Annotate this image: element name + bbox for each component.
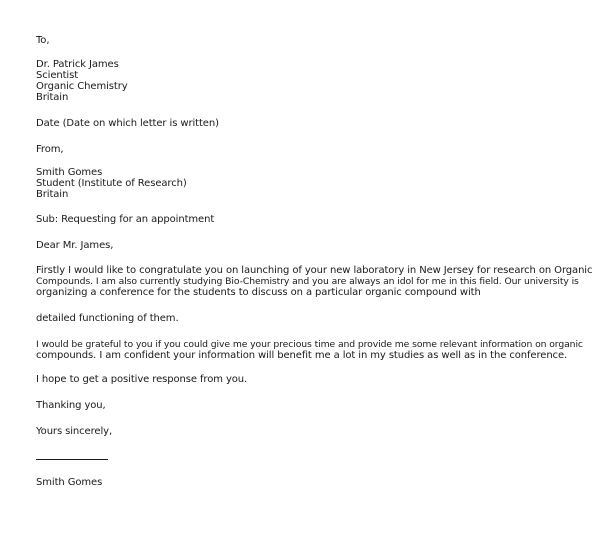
greeting: Dear Mr. James,: [36, 240, 114, 251]
thanks-line: Thanking you,: [36, 400, 106, 411]
recipient-department: Organic Chemistry: [36, 81, 128, 92]
to-label: To,: [36, 35, 50, 46]
recipient-title: Scientist: [36, 70, 79, 81]
recipient-location: Britain: [36, 92, 69, 103]
body-paragraph-1-line-2: Compounds. I am also currently studying Bio-Chemistry and you are always an idol for me in this field. Our university is: [36, 276, 579, 287]
signature-name: Smith Gomes: [36, 477, 103, 488]
body-paragraph-3-line-1: I would be grateful to you if you could give me your precious time and provide me some relevant information on organic: [36, 339, 583, 350]
from-label: From,: [36, 144, 64, 155]
signature-line: [36, 459, 108, 460]
body-paragraph-1-line-3: organizing a conference for the students to discuss on a particular organic compound with: [36, 287, 481, 298]
body-paragraph-1-line-1: Firstly I would like to congratulate you on launching of your new laboratory in New Jersey for research on Organic: [36, 265, 593, 276]
body-paragraph-2: detailed functioning of them.: [36, 313, 179, 324]
recipient-name: Dr. Patrick James: [36, 59, 119, 70]
closing-line: Yours sincerely,: [36, 426, 113, 437]
date-line: Date (Date on which letter is written): [36, 118, 219, 129]
sender-location: Britain: [36, 189, 69, 200]
subject-line: Sub: Requesting for an appointment: [36, 214, 215, 225]
sender-title: Student (Institute of Research): [36, 178, 187, 189]
body-paragraph-3-line-2: compounds. I am confident your information will benefit me a lot in my studies as well as in the conference.: [36, 350, 568, 361]
body-paragraph-4: I hope to get a positive response from you.: [36, 374, 248, 385]
sender-name: Smith Gomes: [36, 167, 103, 178]
